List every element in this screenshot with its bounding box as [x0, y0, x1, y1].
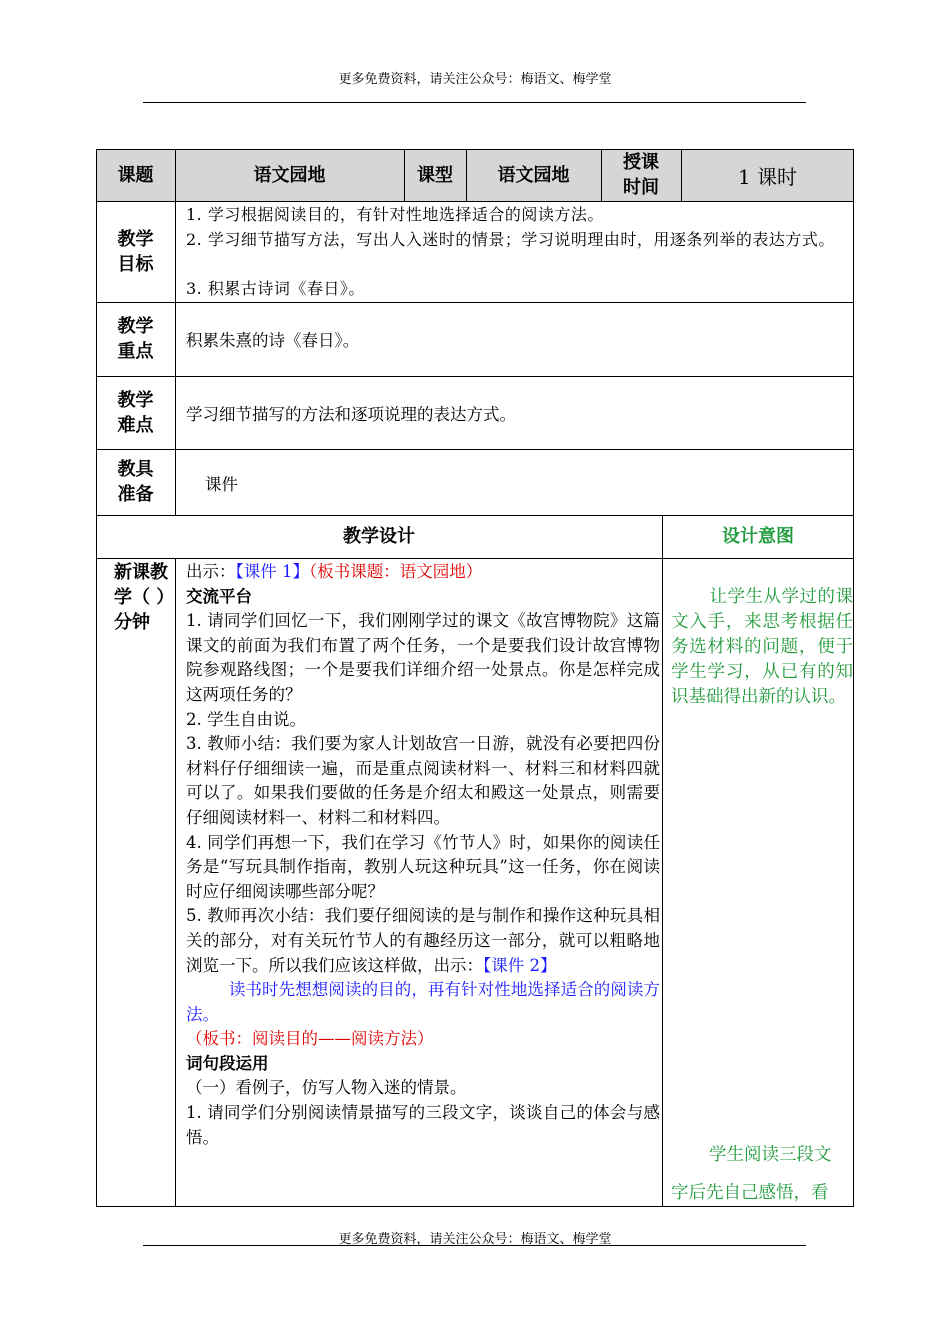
- time-label-cell: [601, 149, 681, 201]
- key-label-cell: [96, 302, 175, 376]
- goals-label: 教学目标: [117, 228, 154, 275]
- grid-line: [466, 149, 467, 201]
- usage-heading: 词句段运用: [186, 1053, 269, 1073]
- time-value-cell: [681, 149, 854, 201]
- grid-line: [404, 149, 405, 201]
- header-note: 更多免费资料，请关注公众号：梅语文、梅学堂: [338, 72, 612, 87]
- section-label: 新课教学（ ）分钟: [114, 562, 168, 633]
- grid-line: [96, 1206, 854, 1207]
- goals-label-cell: [96, 201, 175, 302]
- lesson-body: [186, 560, 660, 1150]
- tools-label: 教具准备: [117, 459, 154, 505]
- show-line: [186, 560, 660, 585]
- grid-line: [96, 149, 97, 1207]
- difficulty-value: 学习细节描写的方法和逐项说理的表达方式。: [186, 405, 516, 424]
- step-1: 1. 请同学们回忆一下，我们刚刚学过的课文《故宫博物院》这篇课文的前面为我们布置了两个任务，一个是要我们设计故宫博物院参观路线图；一个是要我们详细介绍一处景点。你是怎样完成这两项任务的？: [186, 611, 660, 704]
- exchange-heading: 交流平台: [186, 586, 252, 606]
- type-label: 课型: [417, 164, 453, 186]
- grid-line: [681, 149, 682, 201]
- intent-note-2-line-1: 学生阅读三段文: [709, 1145, 832, 1165]
- grid-line: [96, 515, 854, 516]
- step-5: [186, 904, 660, 978]
- time-value: 1 课时: [737, 164, 798, 189]
- grid-line: [175, 558, 176, 1207]
- time-label: 授课时间: [623, 152, 659, 198]
- sub-1: （一）看例子，仿写人物入迷的情景。: [186, 1078, 467, 1098]
- intent-header: 设计意图: [722, 526, 794, 547]
- step-3: 3. 教师小结：我们要为家人计划故宫一日游，就没有必要把四份材料仔仔细细读一遍，而是重点阅读材料一、材料三和材料四就可以了。如果我们要做的任务是介绍太和殿这一处景点，则需要仔细阅读材料一、材料二和材料四。: [186, 734, 660, 827]
- topic-label-cell: [96, 149, 175, 201]
- grid-line: [96, 449, 854, 450]
- step-2: 2. 学生自由说。: [186, 709, 306, 729]
- type-value: 语文园地: [497, 164, 570, 186]
- difficulty-label: 教学难点: [117, 389, 154, 436]
- goal-3: 3. 积累古诗词《春日》。: [186, 279, 365, 298]
- goal-1: 1. 学习根据阅读目的，有针对性地选择适合的阅读方法。: [186, 205, 604, 224]
- type-label-cell: [404, 149, 466, 201]
- board-method: （板书：阅读目的——阅读方法）: [186, 1029, 434, 1049]
- intent-note-2-line-2: 字后先自己感悟，看: [671, 1183, 829, 1203]
- board-title: （板书课题：语文园地）: [309, 562, 483, 581]
- courseware-2: 【课件 2】: [483, 955, 557, 975]
- step-4: 4. 同学们再想一下，我们在学习《竹节人》时，如果你的阅读任务是“写玩具制作指南，教别人玩这种玩具”这一任务，你在阅读时应仔细阅读哪些部分呢？: [186, 832, 660, 901]
- tools-label-cell: [96, 449, 175, 515]
- footer-rule: [143, 1245, 806, 1246]
- grid-line: [853, 149, 854, 1207]
- show-prefix: 出示：: [186, 562, 236, 581]
- difficulty-label-cell: [96, 376, 175, 449]
- courseware-1: 【课件 1】: [235, 562, 309, 581]
- design-header: 教学设计: [343, 526, 415, 547]
- tools-value: 课件: [205, 475, 238, 494]
- intent-note-1: 让学生从学过的课文入手，来思考根据任务选材料的问题，便于学生学习，从已有的知识基础得出新的认识。: [671, 587, 853, 707]
- topic-value: 语文园地: [253, 164, 326, 186]
- grid-line: [96, 149, 854, 150]
- header-rule: [143, 102, 806, 103]
- key-value: 积累朱熹的诗《春日》。: [186, 331, 360, 350]
- grid-line: [601, 149, 602, 201]
- sub-1-step-1: 1. 请同学们分别阅读情景描写的三段文字，谈谈自己的体会与感悟。: [186, 1103, 660, 1147]
- goal-2: 2. 学习细节描写方法，写出人入迷时的情景；学习说明理由时，用逐条列举的表达方式。: [186, 230, 835, 249]
- conclusion: 读书时先想想阅读的目的，再有针对性地选择适合的阅读方法。: [186, 980, 660, 1024]
- grid-line: [96, 376, 854, 377]
- grid-line: [96, 201, 854, 202]
- type-value-cell: [466, 149, 601, 201]
- grid-line: [175, 149, 176, 515]
- step-5-text: 5. 教师再次小结：我们要仔细阅读的是与制作和操作这种玩具相关的部分，对有关玩竹节人的有趣经历这一部分，就可以粗略地浏览一下。所以我们应该这样做，出示：: [186, 906, 660, 975]
- topic-label: 课题: [117, 164, 154, 186]
- key-label: 教学重点: [117, 316, 154, 362]
- grid-line: [96, 302, 854, 303]
- grid-line: [662, 515, 663, 1207]
- grid-line: [96, 558, 854, 559]
- footer-note: 更多免费资料，请关注公众号：梅语文、梅学堂: [338, 1232, 612, 1247]
- topic-value-cell: [175, 149, 404, 201]
